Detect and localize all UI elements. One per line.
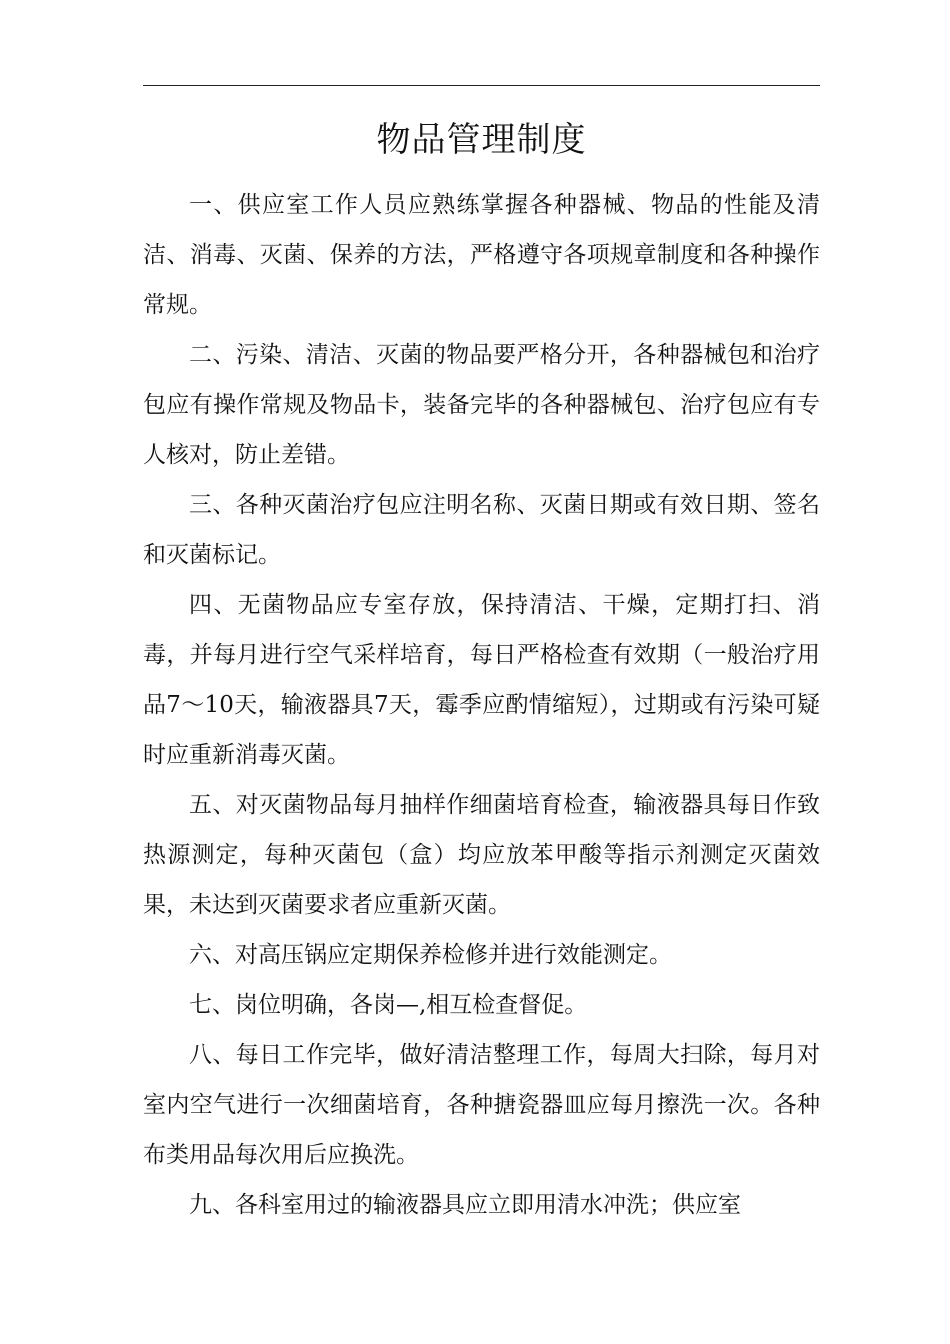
document-body bbox=[143, 180, 820, 1230]
paragraph-1: 一、供应室工作人员应熟练掌握各种器械、物品的性能及清洁、消毒、灭菌、保养的方法，严格遵守各项规章制度和各种操作常规。 bbox=[143, 192, 820, 318]
paragraph-2: 二、污染、清洁、灭菌的物品要严格分开，各种器械包和治疗包应有操作常规及物品卡，装备完毕的各种器械包、治疗包应有专人核对，防止差错。 bbox=[143, 342, 820, 468]
paragraph-8: 八、每日工作完毕，做好清洁整理工作，每周大扫除，每月对室内空气进行一次细菌培育，各种搪瓷器皿应每月擦洗一次。各种布类用品每次用后应换洗。 bbox=[143, 1042, 820, 1168]
paragraph-5: 五、对灭菌物品每月抽样作细菌培育检查，输液器具每日作致热源测定，每种灭菌包（盒）均应放苯甲酸等指示剂测定灭菌效果，未达到灭菌要求者应重新灭菌。 bbox=[143, 792, 820, 918]
paragraph-4: 四、无菌物品应专室存放，保持清洁、干燥，定期打扫、消毒，并每月进行空气采样培育，每日严格检查有效期（一般治疗用品7〜10天，输液器具7天，霉季应酌情缩短），过期或有污染可疑时应重新消毒灭菌。 bbox=[143, 592, 820, 768]
header-rule bbox=[143, 85, 820, 86]
paragraph-3: 三、各种灭菌治疗包应注明名称、灭菌日期或有效日期、签名和灭菌标记。 bbox=[143, 492, 820, 568]
paragraph-9: 九、各科室用过的输液器具应立即用清水冲洗；供应室 bbox=[189, 1192, 741, 1218]
page-title: 物品管理制度 bbox=[376, 120, 587, 160]
paragraph-7: 七、岗位明确，各岗—,相互检查督促。 bbox=[189, 992, 588, 1018]
paragraph-6: 六、对高压锅应定期保养检修并进行效能测定。 bbox=[189, 942, 672, 968]
